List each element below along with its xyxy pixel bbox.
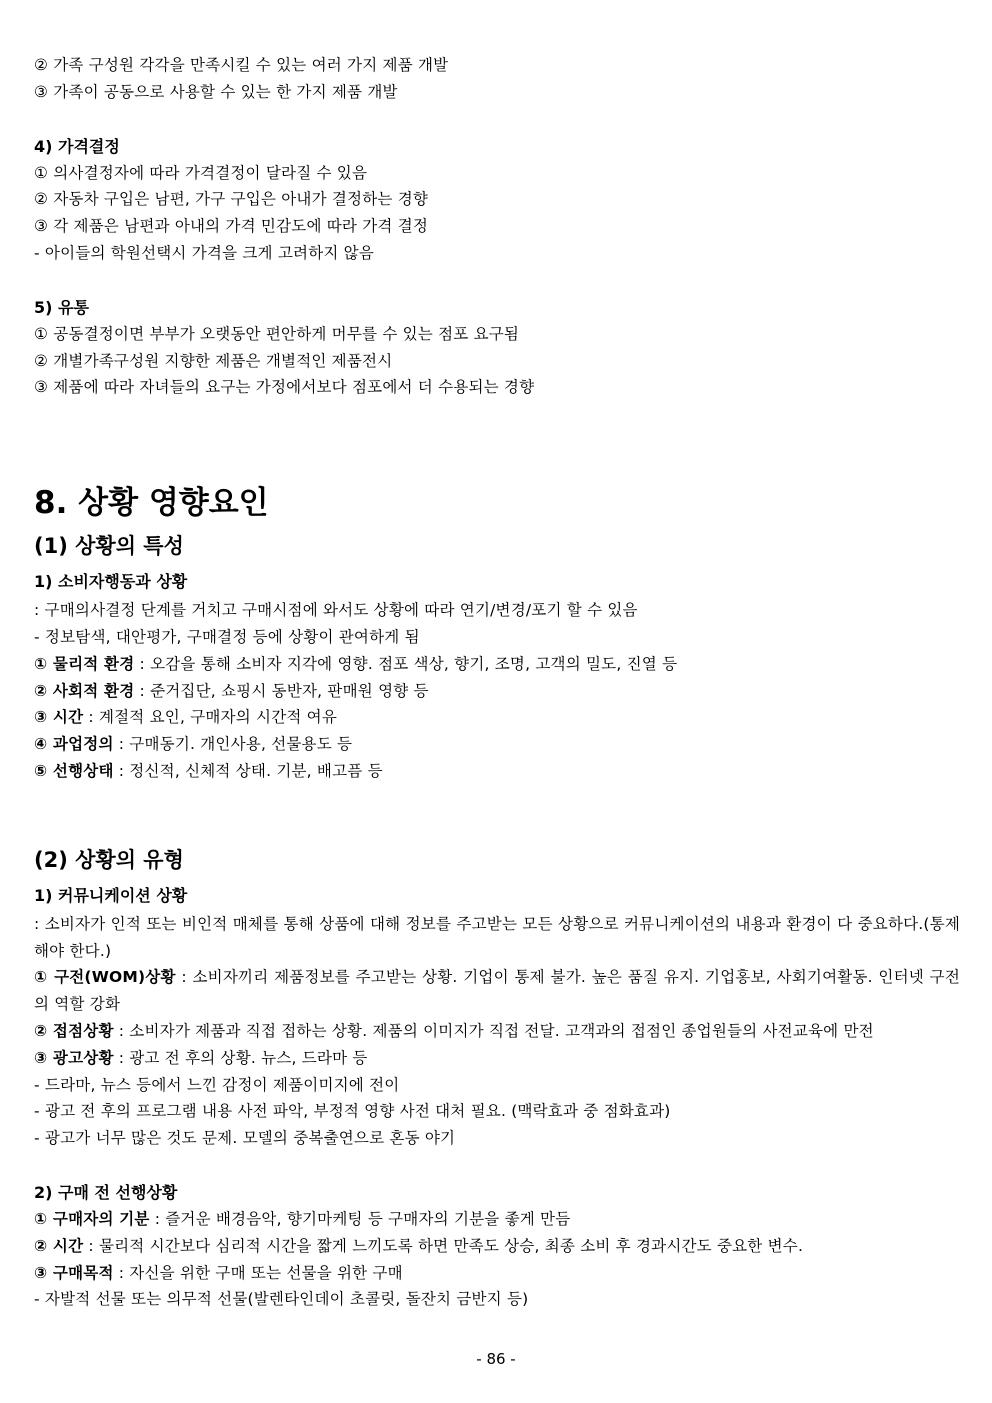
section-title: (2) 상황의 유형 bbox=[34, 847, 184, 872]
note-line: - 광고가 너무 많은 것도 문제. 모델의 중복출연으로 혼동 야기 bbox=[34, 1129, 456, 1148]
sub-heading: 1) 소비자행동과 상황 bbox=[34, 572, 188, 592]
note-line: - 드라마, 뉴스 등에서 느낀 감정이 제품이미지에 전이 bbox=[34, 1075, 400, 1094]
section-title: (1) 상황의 특성 bbox=[34, 534, 184, 559]
list-item: ② 개별가족구성원 지향한 제품은 개별적인 제품전시 bbox=[34, 351, 393, 370]
item-label: ⑤ 선행상태 bbox=[34, 761, 114, 780]
list-item: ① 의사결정자에 따라 가격결정이 달라질 수 있음 bbox=[34, 163, 368, 182]
item-text: : 정신적, 신체적 상태. 기분, 배고픔 등 bbox=[113, 761, 383, 780]
item-text: : 자신을 위한 구매 또는 선물을 위한 구매 bbox=[113, 1263, 403, 1282]
item-text: : 준거집단, 쇼핑시 동반자, 판매원 영향 등 bbox=[134, 681, 429, 700]
list-item: ① 공동결정이면 부부가 오랫동안 편안하게 머무를 수 있는 점포 요구됨 bbox=[34, 324, 520, 343]
list-item bbox=[34, 964, 960, 1018]
item-text: : 오감을 통해 소비자 지각에 영향. 점포 색상, 향기, 조명, 고객의 밀도, 진열 등 bbox=[134, 654, 678, 673]
item-text: : 물리적 시간보다 심리적 시간을 짧게 느끼도록 하면 만족도 상승, 최종 소비 후 경과시간도 중요한 변수. bbox=[83, 1236, 804, 1255]
list-item bbox=[34, 678, 960, 705]
item-label: ② 시간 bbox=[34, 1236, 84, 1255]
item-text: : 계절적 요인, 구매자의 시간적 여유 bbox=[83, 708, 338, 727]
distribution-heading: 5) 유통 bbox=[34, 297, 89, 317]
item-label: ③ 광고상황 bbox=[34, 1048, 114, 1067]
list-item bbox=[34, 651, 960, 678]
list-item: ③ 제품에 따라 자녀들의 요구는 가정에서보다 점포에서 더 수용되는 경향 bbox=[34, 378, 535, 397]
sub-heading: 2) 구매 전 선행상황 bbox=[34, 1182, 178, 1202]
item-text: : 소비자가 제품과 직접 접하는 상황. 제품의 이미지가 직접 전달. 고객과의 접점인 종업원들의 사전교육에 만전 bbox=[113, 1021, 874, 1040]
item-label: ① 구매자의 기분 bbox=[34, 1209, 150, 1228]
item-label: ③ 구매목적 bbox=[34, 1263, 114, 1282]
list-item bbox=[34, 1260, 960, 1287]
note-line: - 자발적 선물 또는 의무적 선물(발렌타인데이 초콜릿, 돌잔치 금반지 등) bbox=[34, 1290, 529, 1309]
chapter-title: 8. 상황 영향요인 bbox=[34, 485, 269, 522]
item-label: ④ 과업정의 bbox=[34, 735, 114, 754]
body-paragraph: : 소비자가 인적 또는 비인적 매체를 통해 상품에 대해 정보를 주고받는 모든 상황으로 커뮤니케이션의 내용과 환경이 다 중요하다.(통제해야 한다.) bbox=[34, 914, 960, 960]
sub-heading: 1) 커뮤니케이션 상황 bbox=[34, 885, 188, 905]
item-label: ① 물리적 환경 bbox=[34, 654, 135, 673]
list-item bbox=[34, 1018, 960, 1045]
list-item bbox=[34, 704, 960, 731]
item-text: : 소비자끼리 제품정보를 주고받는 상황. 기업이 통제 불가. 높은 품질 유지. 기업홍보, 사회기여활동. 인터넷 구전의 역할 강화 bbox=[34, 968, 961, 1014]
document-page bbox=[34, 52, 960, 1313]
note-line: - 광고 전 후의 프로그램 내용 사전 파악, 부정적 영향 사전 대처 필요. (맥락효과 중 점화효과) bbox=[34, 1102, 671, 1121]
list-item: ② 자동차 구입은 남편, 가구 구입은 아내가 결정하는 경향 bbox=[34, 190, 429, 209]
list-item: ② 가족 구성원 각각을 만족시킬 수 있는 여러 가지 제품 개발 bbox=[34, 56, 449, 74]
list-item bbox=[34, 1045, 960, 1072]
page-number: - 86 - bbox=[476, 1350, 516, 1368]
item-label: ② 접점상황 bbox=[34, 1021, 114, 1040]
item-label: ③ 시간 bbox=[34, 708, 84, 727]
price-heading: 4) 가격결정 bbox=[34, 136, 120, 156]
list-item: - 아이들의 학원선택시 가격을 크게 고려하지 않음 bbox=[34, 243, 375, 262]
list-item: ③ 각 제품은 남편과 아내의 가격 민감도에 따라 가격 결정 bbox=[34, 217, 429, 236]
body-line: : 구매의사결정 단계를 거치고 구매시점에 와서도 상황에 따라 연기/변경/포기 할 수 있음 bbox=[34, 601, 638, 620]
list-item bbox=[34, 1206, 960, 1233]
body-line: - 정보탐색, 대안평가, 구매결정 등에 상황이 관여하게 됨 bbox=[34, 627, 420, 646]
item-text: : 구매동기. 개인사용, 선물용도 등 bbox=[113, 735, 353, 754]
item-text: : 즐거운 배경음악, 향기마케팅 등 구매자의 기분을 좋게 만듬 bbox=[149, 1209, 571, 1228]
item-text: : 광고 전 후의 상황. 뉴스, 드라마 등 bbox=[113, 1048, 368, 1067]
item-label: ② 사회적 환경 bbox=[34, 681, 135, 700]
list-item: ③ 가족이 공동으로 사용할 수 있는 한 가지 제품 개발 bbox=[34, 82, 398, 101]
list-item bbox=[34, 1233, 960, 1260]
list-item bbox=[34, 731, 960, 758]
item-label: ① 구전(WOM)상황 bbox=[34, 968, 176, 987]
list-item bbox=[34, 758, 960, 785]
